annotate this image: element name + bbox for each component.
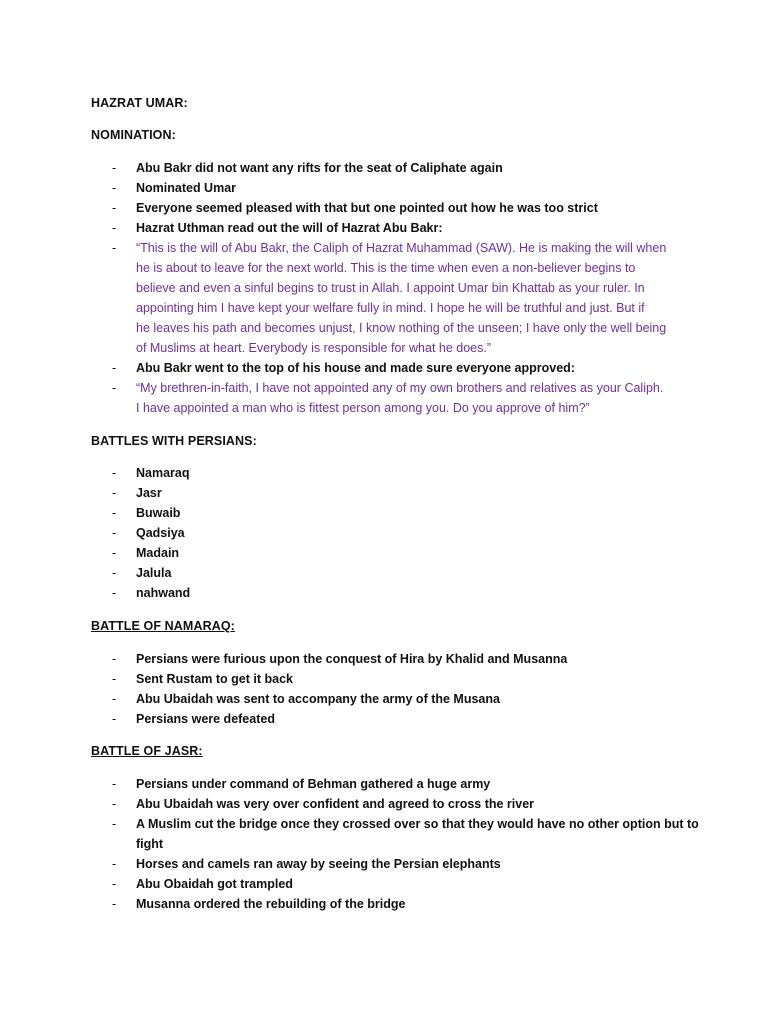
list-item xyxy=(0,689,686,709)
list-item xyxy=(0,669,686,689)
list-item xyxy=(0,358,686,378)
list-item-text: Abu Bakr did not want any rifts for the seat of Caliphate again xyxy=(136,161,503,175)
bullet-dash: - xyxy=(112,201,117,215)
bullet-dash: - xyxy=(112,586,117,600)
quote-item xyxy=(0,238,686,358)
battles-heading: BATTLES WITH PERSIANS: xyxy=(91,434,257,448)
list-item-text: Namaraq xyxy=(136,466,190,480)
list-item xyxy=(0,198,686,218)
bullet-dash: - xyxy=(112,221,117,235)
nomination-heading: NOMINATION: xyxy=(91,128,176,142)
bullet-dash: - xyxy=(112,566,117,580)
list-item xyxy=(0,178,686,198)
list-item xyxy=(0,503,686,523)
bullet-dash: - xyxy=(112,672,117,686)
list-item-line: A Muslim cut the bridge once they crossed over so that they would have no other option but to xyxy=(136,817,699,831)
list-item xyxy=(0,874,686,894)
list-item-text: Persians under command of Behman gathered a huge army xyxy=(136,777,491,791)
list-item xyxy=(0,649,686,669)
list-item xyxy=(0,463,686,483)
list-item xyxy=(0,709,686,729)
bullet-dash: - xyxy=(112,546,117,560)
bullet-dash: - xyxy=(112,817,117,831)
quote-line: appointing him I have kept your welfare fully in mind. I hope he will be truthful and just. But if xyxy=(136,301,645,315)
jasr-list xyxy=(0,774,768,914)
list-item xyxy=(0,774,686,794)
list-item xyxy=(0,563,686,583)
bullet-dash: - xyxy=(112,361,117,375)
list-item-text: Jasr xyxy=(136,486,162,500)
list-item xyxy=(0,794,686,814)
list-item-text: nahwand xyxy=(136,586,191,600)
list-item-text: Jalula xyxy=(136,566,172,580)
list-item xyxy=(0,854,686,874)
battles-list xyxy=(0,463,768,603)
bullet-dash: - xyxy=(112,692,117,706)
bullet-dash: - xyxy=(112,712,117,726)
quote-line: I have appointed a man who is fittest person among you. Do you approve of him?” xyxy=(136,401,590,415)
quote-line: believe and even a sinful begins to trust in Allah. I appoint Umar bin Khattab as your ruler. In xyxy=(136,281,645,295)
list-item-text: Persians were defeated xyxy=(136,712,275,726)
list-item-text: Hazrat Uthman read out the will of Hazrat Abu Bakr: xyxy=(136,221,443,235)
list-item-line: fight xyxy=(136,837,164,851)
quote-line: he is about to leave for the next world. This is the time when even a non-believer begins to xyxy=(136,261,636,275)
list-item-text: Madain xyxy=(136,546,180,560)
list-item xyxy=(0,218,686,238)
bullet-dash: - xyxy=(112,777,117,791)
list-item-text: Persians were furious upon the conquest of Hira by Khalid and Musanna xyxy=(136,652,568,666)
list-item-text: Everyone seemed pleased with that but one pointed out how he was too strict xyxy=(136,201,598,215)
list-item-text: Abu Obaidah got trampled xyxy=(136,877,293,891)
list-item-text: Horses and camels ran away by seeing the Persian elephants xyxy=(136,857,501,871)
nomination-list xyxy=(0,158,768,418)
list-item xyxy=(0,894,686,914)
bullet-dash: - xyxy=(112,857,117,871)
quote-line: “This is the will of Abu Bakr, the Caliph of Hazrat Muhammad (SAW). He is making the will when xyxy=(136,241,667,255)
list-item xyxy=(0,583,686,603)
bullet-dash: - xyxy=(112,241,117,255)
bullet-dash: - xyxy=(112,526,117,540)
list-item-text: Abu Ubaidah was very over confident and agreed to cross the river xyxy=(136,797,535,811)
bullet-dash: - xyxy=(112,797,117,811)
bullet-dash: - xyxy=(112,486,117,500)
quote-item xyxy=(0,378,686,418)
quote-line: he leaves his path and becomes unjust, I know nothing of the unseen; I have only the well being xyxy=(136,321,667,335)
quote-line: “My brethren-in-faith, I have not appointed any of my own brothers and relatives as your Caliph. xyxy=(136,381,664,395)
bullet-dash: - xyxy=(112,506,117,520)
list-item-text: Musanna ordered the rebuilding of the bridge xyxy=(136,897,406,911)
bullet-dash: - xyxy=(112,652,117,666)
list-item-text: Nominated Umar xyxy=(136,181,237,195)
battle-of-namaraq-heading: BATTLE OF NAMARAQ: xyxy=(91,619,235,633)
battle-of-jasr-heading: BATTLE OF JASR: xyxy=(91,744,203,758)
bullet-dash: - xyxy=(112,381,117,395)
list-item-text: Buwaib xyxy=(136,506,181,520)
bullet-dash: - xyxy=(112,897,117,911)
list-item xyxy=(0,523,686,543)
list-item xyxy=(0,158,686,178)
list-item-text: Sent Rustam to get it back xyxy=(136,672,293,686)
bullet-dash: - xyxy=(112,161,117,175)
list-item xyxy=(0,543,686,563)
list-item-text: Abu Ubaidah was sent to accompany the army of the Musana xyxy=(136,692,500,706)
bullet-dash: - xyxy=(112,181,117,195)
document-title: HAZRAT UMAR: xyxy=(91,96,188,110)
bullet-dash: - xyxy=(112,466,117,480)
list-item-text: Qadsiya xyxy=(136,526,185,540)
list-item xyxy=(0,483,686,503)
list-item xyxy=(0,814,699,854)
quote-line: of Muslims at heart. Everybody is responsible for what he does.” xyxy=(136,341,492,355)
namaraq-list xyxy=(0,649,768,729)
bullet-dash: - xyxy=(112,877,117,891)
list-item-text: Abu Bakr went to the top of his house and made sure everyone approved: xyxy=(136,361,575,375)
